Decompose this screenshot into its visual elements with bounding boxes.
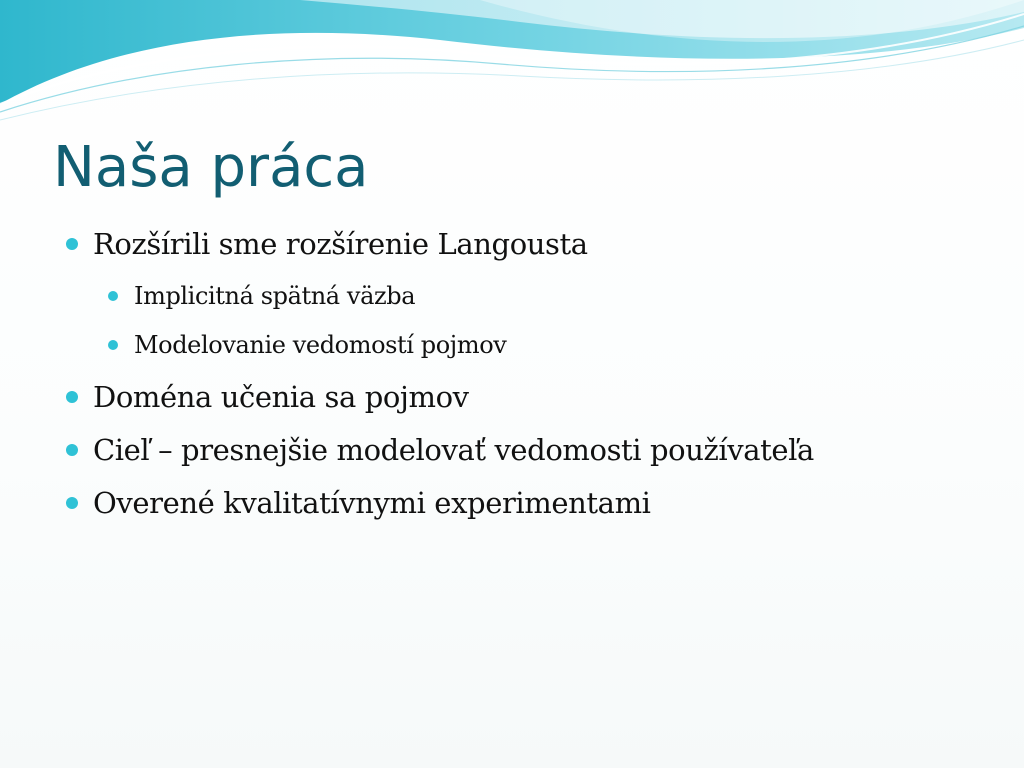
bullet-dot-icon: [108, 340, 118, 350]
bullet-dot-icon: [66, 444, 78, 456]
slide-title: Naša práca: [53, 135, 369, 200]
bullet-item: [93, 430, 814, 470]
bullet-text: Cieľ – presnejšie modelovať vedomosti používateľa: [93, 433, 814, 467]
bullet-item: [93, 377, 469, 417]
bullet-dot-icon: [108, 291, 118, 301]
sub-bullet-item: [134, 279, 415, 313]
bullet-text: Implicitná spätná väzba: [134, 282, 416, 310]
bullet-dot-icon: [66, 497, 78, 509]
bullet-text: Rozšírili sme rozšírenie Langousta: [93, 227, 588, 261]
bullet-item: [93, 224, 588, 264]
bullet-dot-icon: [66, 391, 78, 403]
sub-bullet-item: [134, 328, 506, 362]
bullet-item: [93, 483, 651, 523]
bullet-text: Overené kvalitatívnymi experimentami: [93, 486, 651, 520]
bullet-text: Modelovanie vedomostí pojmov: [134, 331, 507, 359]
bullet-text: Doména učenia sa pojmov: [93, 380, 469, 414]
bullet-dot-icon: [66, 238, 78, 250]
